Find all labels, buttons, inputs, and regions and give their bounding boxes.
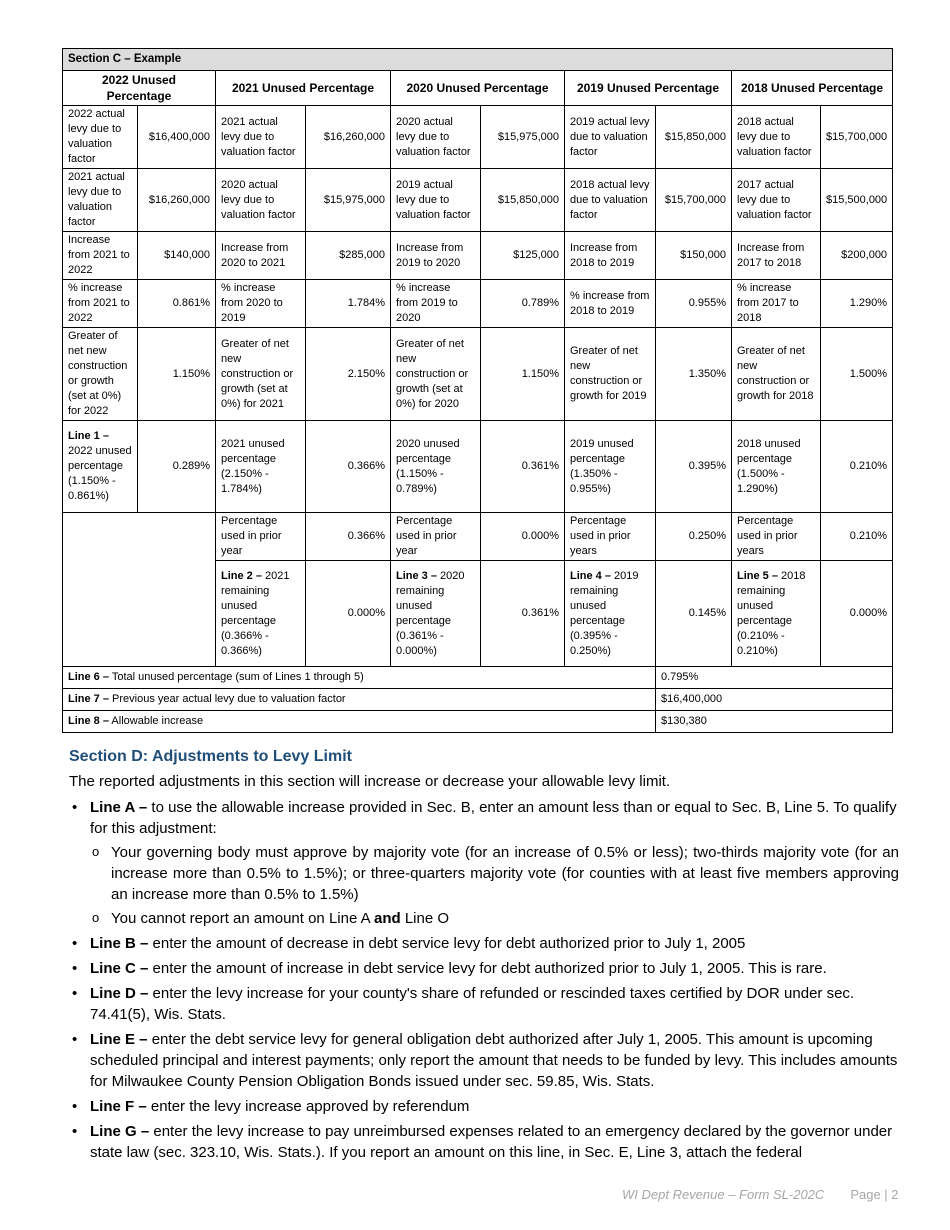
prior-used-value: 0.210% [821,513,893,561]
summary-label-text: Total unused percentage (sum of Lines 1 through 5) [108,671,364,683]
summary-label-bold: Line 8 – [68,715,109,727]
row-label: Greater of net new construction or growth for 2018 [732,328,821,421]
unused-label-text: 2021 unused percentage (2.150% - 1.784%) [221,437,285,495]
bullet-text: enter the levy increase to pay unreimbursed expenses related to an emergency declared by the governor under state law (sec. 323.10, Wis. Stats.). If you report an amount on this line, in Sec. E, Line 3, attach the federal [90,1123,893,1161]
unused-label [732,421,821,513]
row-label: Increase from 2020 to 2021 [216,232,306,280]
remaining-label-text: 2021 remaining unused percentage (0.366% - 0.366%) [221,569,290,657]
section-d-heading: Section D: Adjustments to Levy Limit [69,748,352,765]
row-label: 2021 actual levy due to valuation factor [63,169,138,232]
row-label: % increase from 2020 to 2019 [216,280,306,328]
section-d-intro: The reported adjustments in this section will increase or decrease your allowable levy limit. [69,773,671,790]
column-header: 2018 Unused Percentage [732,71,893,106]
remaining-label-bold: Line 3 – [396,569,437,582]
table-title: Section C – Example [63,49,893,71]
row-label: 2019 actual levy due to valuation factor [391,169,481,232]
bullet-item [69,797,899,929]
remaining-label [565,561,656,667]
remaining-value: 0.000% [821,561,893,667]
remaining-value: 0.361% [481,561,565,667]
remaining-label-bold: Line 4 – [570,569,611,582]
row-label: % increase from 2017 to 2018 [732,280,821,328]
row-value: 1.350% [656,328,732,421]
row-label: 2020 actual levy due to valuation factor [216,169,306,232]
prior-used-value: 0.366% [306,513,391,561]
summary-value: 0.795% [656,667,893,689]
unused-label-text: 2022 unused percentage (1.150% - 0.861%) [68,445,132,502]
bullet-line-label: Line E – [90,1031,148,1048]
prior-used-value: 0.000% [481,513,565,561]
row-value: $16,260,000 [306,106,391,169]
row-value: $15,700,000 [656,169,732,232]
bullet-text: to use the allowable increase provided in Sec. B, enter an amount less than or equal to Sec. B, Line 5. To qualify for this adjustment: [90,799,897,837]
row-value: $16,400,000 [138,106,216,169]
remaining-label [732,561,821,667]
row-label: 2018 actual levy due to valuation factor [732,106,821,169]
row-value: $125,000 [481,232,565,280]
row-value: $15,850,000 [481,169,565,232]
unused-label [63,421,138,513]
unused-label-text: 2020 unused percentage (1.150% - 0.789%) [396,437,460,495]
row-value: 0.789% [481,280,565,328]
unused-value: 0.366% [306,421,391,513]
row-label: 2017 actual levy due to valuation factor [732,169,821,232]
summary-label-text: Previous year actual levy due to valuation factor [108,693,346,705]
row-label: Increase from 2017 to 2018 [732,232,821,280]
table-row [63,169,893,232]
empty-cell [63,513,216,667]
summary-value: $16,400,000 [656,689,893,711]
summary-label-bold: Line 6 – [68,671,109,683]
row-label: 2019 actual levy due to valuation factor [565,106,656,169]
remaining-label [216,561,306,667]
row-label: Increase from 2019 to 2020 [391,232,481,280]
row-label: 2020 actual levy due to valuation factor [391,106,481,169]
unused-label-text: 2018 unused percentage (1.500% - 1.290%) [737,437,801,495]
unused-label [216,421,306,513]
bullet-line-label: Line B – [90,935,149,952]
remaining-label [391,561,481,667]
footer-form-name: WI Dept Revenue – Form SL-202C [622,1187,825,1202]
row-value: 1.784% [306,280,391,328]
remaining-label-text: 2018 remaining unused percentage (0.210% - 0.210%) [737,569,806,657]
section-d-bullet-list [69,797,899,1167]
summary-label [63,667,656,689]
summary-row [63,667,893,689]
bullet-item [69,1096,899,1117]
unused-value: 0.210% [821,421,893,513]
bullet-line-label: Line D – [90,985,149,1002]
bullet-line-label: Line G – [90,1123,150,1140]
column-header: 2019 Unused Percentage [565,71,732,106]
row-value: $15,700,000 [821,106,893,169]
bullet-line-label: Line F – [90,1098,147,1115]
row-value: 1.500% [821,328,893,421]
footer-page-number: Page | 2 [850,1187,899,1202]
table-row [63,232,893,280]
row-label: Greater of net new construction or growth (set at 0%) for 2021 [216,328,306,421]
column-header-row [63,71,893,106]
row-value: $15,975,000 [481,106,565,169]
unused-label-bold: Line 1 – [68,430,109,442]
summary-label-text: Allowable increase [108,715,204,727]
prior-used-label: Percentage used in prior year [391,513,481,561]
sub-bullet-item [90,908,899,929]
column-header: 2022 Unused Percentage [63,71,216,106]
row-value: $140,000 [138,232,216,280]
bullet-line-label: Line C – [90,960,149,977]
bullet-text: enter the levy increase for your county's share of refunded or rescinded taxes certified by DOR under sec. 74.41(5), Wis. Stats. [90,985,855,1023]
row-value: $285,000 [306,232,391,280]
remaining-label-text: 2019 remaining unused percentage (0.395% - 0.250%) [570,569,639,657]
summary-row [63,711,893,733]
sub-bullet-bold: and [373,910,401,927]
sub-bullet-tail: Line O [400,910,450,927]
table-row [63,106,893,169]
table-row [63,280,893,328]
row-label: % increase from 2021 to 2022 [63,280,138,328]
row-label: 2021 actual levy due to valuation factor [216,106,306,169]
bullet-item [69,958,899,979]
row-value: 1.150% [138,328,216,421]
unused-label [391,421,481,513]
bullet-text: enter the debt service levy for general obligation debt authorized after July 1, 2005. This amount is upcoming scheduled principal and interest payments; only report the amount that needs to be funded by levy. This includes amounts for Milwaukee County Pension Obligation Bonds issued under sec. 59.85, Wis. Stats. [90,1031,898,1090]
row-label: Increase from 2021 to 2022 [63,232,138,280]
prior-used-label: Percentage used in prior years [565,513,656,561]
column-header: 2020 Unused Percentage [391,71,565,106]
row-value: 0.955% [656,280,732,328]
row-value: $15,975,000 [306,169,391,232]
remaining-label-text: 2020 remaining unused percentage (0.361% - 0.000%) [396,569,465,657]
bullet-text: enter the levy increase approved by referendum [146,1098,470,1115]
bullet-item [69,1029,899,1092]
summary-label-bold: Line 7 – [68,693,109,705]
sub-bullet-text: You cannot report an amount on Line A [111,910,374,927]
summary-row [63,689,893,711]
bullet-item [69,983,899,1025]
unused-percentage-row [63,421,893,513]
remaining-label-bold: Line 2 – [221,569,262,582]
prior-used-value: 0.250% [656,513,732,561]
prior-used-label: Percentage used in prior year [216,513,306,561]
unused-label [565,421,656,513]
row-value: $15,850,000 [656,106,732,169]
remaining-value: 0.000% [306,561,391,667]
bullet-line-label: Line A – [90,799,148,816]
row-value: 1.150% [481,328,565,421]
row-value: 2.150% [306,328,391,421]
unused-value: 0.361% [481,421,565,513]
row-label: Increase from 2018 to 2019 [565,232,656,280]
summary-label [63,711,656,733]
bullet-item [69,1121,899,1163]
summary-value: $130,380 [656,711,893,733]
table-row [63,328,893,421]
row-label: Greater of net new construction or growth (set at 0%) for 2020 [391,328,481,421]
row-value: 1.290% [821,280,893,328]
row-value: $200,000 [821,232,893,280]
row-label: % increase from 2019 to 2020 [391,280,481,328]
table-title-row [63,49,893,71]
page-footer [622,1187,899,1202]
section-c-example-table [62,48,893,733]
row-label: 2018 actual levy due to valuation factor [565,169,656,232]
row-label: Greater of net new construction or growth for 2019 [565,328,656,421]
prior-used-row [63,513,893,561]
row-label: % increase from 2018 to 2019 [565,280,656,328]
row-label: Greater of net new construction or growth (set at 0%) for 2022 [63,328,138,421]
row-value: $16,260,000 [138,169,216,232]
remaining-value: 0.145% [656,561,732,667]
summary-label [63,689,656,711]
prior-used-label: Percentage used in prior years [732,513,821,561]
row-value: $150,000 [656,232,732,280]
unused-value: 0.395% [656,421,732,513]
unused-value: 0.289% [138,421,216,513]
row-value: $15,500,000 [821,169,893,232]
sub-bullet-list [90,842,899,929]
sub-bullet-item [90,842,899,905]
bullet-item [69,933,899,954]
bullet-text: enter the amount of increase in debt service levy for debt authorized prior to July 1, 2005. This is rare. [148,960,827,977]
column-header: 2021 Unused Percentage [216,71,391,106]
unused-label-text: 2019 unused percentage (1.350% - 0.955%) [570,437,634,495]
remaining-label-bold: Line 5 – [737,569,778,582]
row-label: 2022 actual levy due to valuation factor [63,106,138,169]
bullet-text: enter the amount of decrease in debt service levy for debt authorized prior to July 1, 2005 [148,935,746,952]
sub-bullet-text: Your governing body must approve by majority vote (for an increase of 0.5% or less); two-thirds majority vote (for an increase more than 0.5% to 1.5%); or three-quarters majority vote (for counties with at least five members approving an increase more than 0.5% to 1.5%) [111,844,899,903]
row-value: 0.861% [138,280,216,328]
